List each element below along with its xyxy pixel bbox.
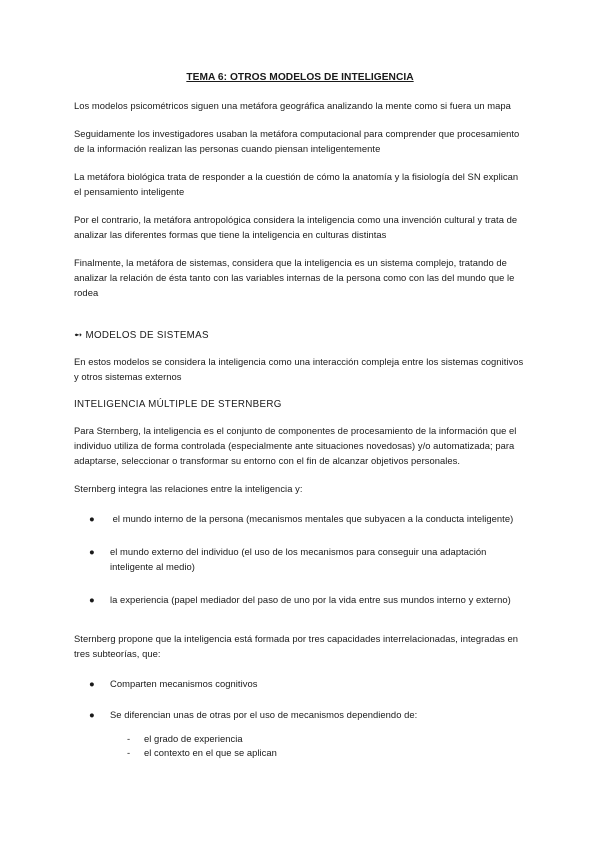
bullet-icon: ● — [89, 678, 95, 689]
intro-paragraph-geographic: Los modelos psicométricos siguen una metáfora geográfica analizando la mente como si fuera un mapa — [74, 100, 511, 111]
dash-icon: - — [127, 733, 131, 744]
list-item — [74, 544, 526, 574]
intro-paragraph-systems: Finalmente, la metáfora de sistemas, considera que la inteligencia es un sistema complejo, tratando de analizar la relación de ésta tanto con las variables internas de la persona como con las del mundo que le rodea — [74, 257, 515, 298]
list-item-text: la experiencia (papel mediador del paso de uno por la vida entre sus mundos interno y externo) — [110, 594, 511, 605]
capacities-intro-paragraph: Sternberg propone que la inteligencia está formada por tres capacidades interrelacionadas, integradas en tres subteorías, que: — [74, 633, 519, 659]
sternberg-definition-paragraph: Para Sternberg, la inteligencia es el conjunto de componentes de procesamiento de la información que el individuo utiliza de forma controlada (especialmente ante situaciones novedosas) y/o automatizada; para adaptarse, seleccionar o transformar su entorno con el fin de alcanzar objetivos personales. — [74, 425, 517, 466]
list-item — [74, 511, 526, 526]
list-item-text: Se diferencian unas de otras por el uso de mecanismos dependiendo de: — [110, 709, 418, 720]
list-item-text: el grado de experiencia — [144, 733, 243, 744]
bullet-icon: ● — [89, 594, 95, 605]
dependencies-list — [74, 732, 526, 760]
systems-models-paragraph: En estos modelos se considera la inteligencia como una interacción compleja entre los sistemas cognitivos y otros sistemas externos — [74, 356, 524, 382]
list-item-text: el mundo interno de la persona (mecanismos mentales que subyacen a la conducta inteligente) — [110, 513, 514, 524]
list-item-text: Comparten mecanismos cognitivos — [110, 678, 258, 689]
bullet-icon: ● — [89, 709, 95, 720]
dash-icon: - — [127, 747, 131, 758]
list-item — [74, 592, 526, 607]
relations-intro-paragraph: Sternberg integra las relaciones entre la inteligencia y: — [74, 483, 303, 494]
list-item — [74, 676, 526, 691]
intro-paragraph-computational: Seguidamente los investigadores usaban la metáfora computacional para comprender que procesamiento de la información realizan las personas cuando piensan inteligentemente — [74, 128, 520, 154]
sub-heading-sternberg: INTELIGENCIA MÚLTIPLE DE STERNBERG — [74, 399, 282, 410]
bullet-icon: ● — [89, 546, 95, 557]
list-item-text: el contexto en el que se aplican — [144, 747, 277, 758]
bullet-icon: ● — [89, 513, 95, 524]
document-title: TEMA 6: OTROS MODELOS DE INTELIGENCIA — [186, 72, 414, 83]
list-item — [74, 746, 526, 760]
intro-paragraph-biological: La metáfora biológica trata de responder a la cuestión de cómo la anatomía y la fisiología del SN explican el pensamiento inteligente — [74, 171, 519, 197]
list-item-text: el mundo externo del individuo (el uso de los mecanismos para conseguir una adaptación inteligente al medio) — [110, 546, 487, 572]
section-heading-systems-models: ➻ MODELOS DE SISTEMAS — [74, 330, 209, 341]
list-item — [74, 732, 526, 746]
capacities-list — [74, 676, 526, 722]
list-item — [74, 707, 526, 722]
intro-paragraph-anthropological: Por el contrario, la metáfora antropológica considera la inteligencia como una invención cultural y trata de analizar las diferentes formas que tiene la inteligencia en culturas distintas — [74, 214, 518, 240]
relations-list — [74, 511, 526, 607]
